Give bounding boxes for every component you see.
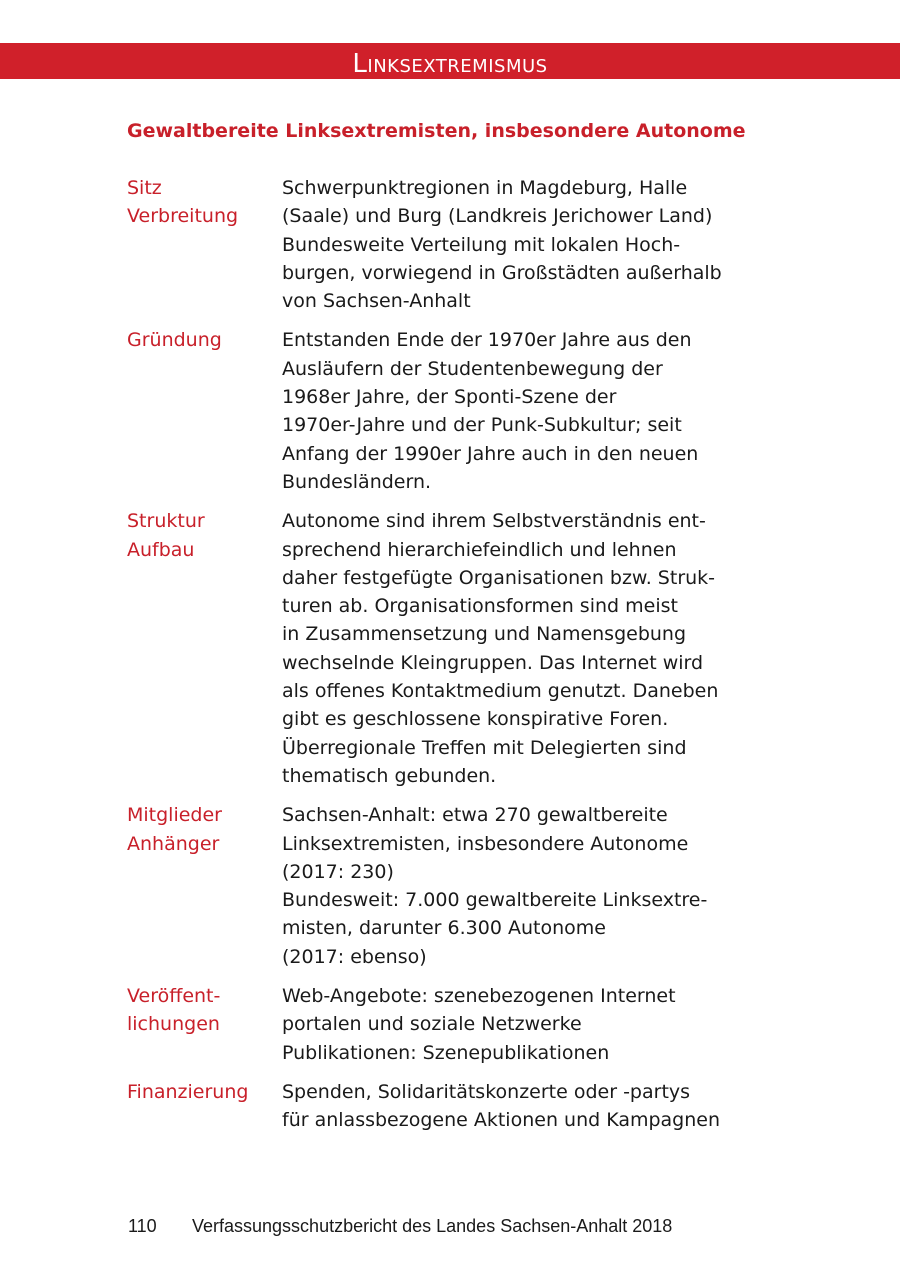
entry-sitz-verbreitung	[127, 174, 807, 315]
entry-finanzierung	[127, 1078, 807, 1135]
entry-label: Veröffent- lichungen	[127, 985, 221, 1036]
page-subtitle: Gewaltbereite Linksextremisten, insbesondere Autonome	[127, 120, 746, 142]
entry-label: Gründung	[127, 329, 222, 352]
entry-gruendung	[127, 326, 807, 496]
entry-mitglieder-anhaenger	[127, 801, 807, 971]
page-number: 110	[128, 1216, 157, 1236]
entry-text: Spenden, Solidaritätskonzerte oder -partys für anlassbezogene Aktionen und Kampagnen	[282, 1080, 721, 1132]
entry-text: Schwerpunktregionen in Magdeburg, Halle (Saale) und Burg (Landkreis Jerichower Land) Bundesweite Verteilung mit lokalen Hoch- burgen, vorwiegend in Großstädten außerhalb von Sachsen-Anhalt	[282, 177, 722, 313]
entry-text: Autonome sind ihrem Selbstverständnis ent- sprechend hierarchiefeindlich und lehnen daher festgefügte Organisationen bzw. Struk- turen ab. Organisationsformen sind meist in Zusammensetzung und Namensgebung wechselnde Kleingruppen. Das Internet wird als offenes Kontaktmedium genutzt. Daneben gibt es geschlossene konspirative Foren. Überregionale Treffen mit Delegierten sind thematisch gebunden.	[282, 510, 719, 787]
entry-struktur-aufbau	[127, 507, 807, 790]
entry-label: Sitz Verbreitung	[127, 177, 239, 228]
entry-label: Finanzierung	[127, 1080, 249, 1103]
entry-text: Web-Angebote: szenebezogenen Internet portalen und soziale Netzwerke Publikationen: Szenepublikationen	[282, 985, 676, 1064]
entry-veroeffentlichungen	[127, 982, 807, 1067]
entry-label: Struktur Aufbau	[127, 510, 205, 561]
entry-text: Entstanden Ende der 1970er Jahre aus den Ausläufern der Studentenbewegung der 1968er Jahre, der Sponti-Szene der 1970er-Jahre und der Punk-Subkultur; seit Anfang der 1990er Jahre auch in den neuen Bundesländern.	[282, 329, 699, 493]
fact-table	[127, 174, 807, 1146]
section-title: Linksextremismus	[352, 49, 548, 79]
entry-label: Mitglieder Anhänger	[127, 804, 222, 855]
footer-title: Verfassungsschutzbericht des Landes Sachsen-Anhalt 2018	[192, 1216, 673, 1236]
entry-text: Sachsen-Anhalt: etwa 270 gewaltbereite Linksextremisten, insbesondere Autonome (2017: 230) Bundesweit: 7.000 gewaltbereite Linksextre- misten, darunter 6.300 Autonome (2017: ebenso)	[282, 804, 708, 968]
